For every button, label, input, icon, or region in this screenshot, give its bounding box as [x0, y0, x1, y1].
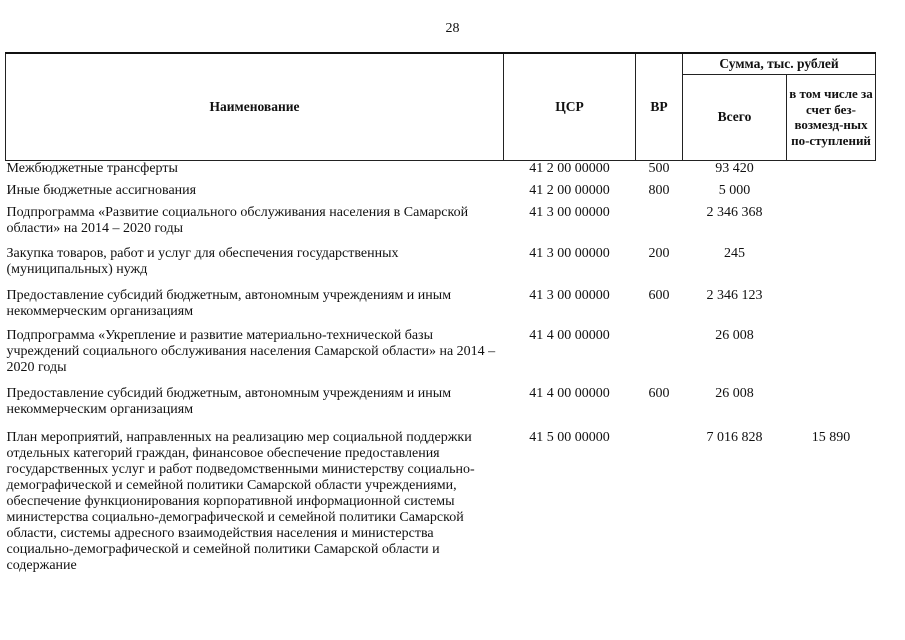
row-vr: 600 — [648, 288, 670, 303]
row-name: Подпрограмма «Укрепление и развитие материально-технической базы учреждений социального обслуживания населения Самарской области» на 2014 – 2020 годы — [6, 328, 496, 375]
row-name: Закупка товаров, работ и услуг для обеспечения государственных (муниципальных) нужд — [6, 246, 399, 277]
row-vr: 200 — [648, 246, 670, 261]
row-vr — [636, 430, 683, 574]
header-sum-group: Сумма, тыс. рублей — [683, 53, 876, 74]
row-total: 2 346 368 — [706, 205, 763, 220]
row-total: 7 016 828 — [706, 430, 763, 445]
row-vr — [636, 328, 683, 386]
page-number: 28 — [445, 21, 460, 36]
row-total: 5 000 — [718, 183, 751, 198]
row-csr: 41 3 00 00000 — [529, 205, 610, 220]
row-csr: 41 4 00 00000 — [529, 386, 610, 401]
header-vr: ВР — [636, 53, 683, 160]
table-row — [6, 386, 876, 430]
row-csr: 41 3 00 00000 — [529, 288, 610, 303]
row-gratuitous — [787, 288, 876, 328]
row-vr: 500 — [648, 160, 670, 176]
table-row — [6, 183, 876, 205]
row-csr: 41 3 00 00000 — [529, 246, 610, 261]
row-gratuitous — [787, 246, 876, 288]
table-row — [6, 205, 876, 246]
row-total: 26 008 — [715, 386, 754, 401]
header-name: Наименование — [6, 53, 504, 160]
header-gratuitous: в том числе за счет без-возмезд-ных по-ступлений — [787, 74, 876, 160]
row-name: Предоставление субсидий бюджетным, автономным учреждениям и иным некоммерческим организациям — [6, 288, 452, 319]
row-name: Межбюджетные трансферты — [6, 160, 178, 176]
row-name: Иные бюджетные ассигнования — [6, 183, 197, 198]
header-csr: ЦСР — [504, 53, 636, 160]
row-name: План мероприятий, направленных на реализацию мер социальной поддержки отдельных категорий граждан, финансовое обеспечение предоставления государственных услуг и работ подведомственными министерству социально-демографической и семейной политики Самарской области учреждениями, обеспечение функционирования корпоративной информационной системы министерства социально-демографической и семейной политики Самарской области, системы адресного взаимодействия населения и министерства социально-демографической и семейной политики Самарской области и содержание — [6, 430, 475, 573]
row-csr: 41 4 00 00000 — [529, 328, 610, 343]
row-gratuitous — [787, 183, 876, 205]
row-total: 2 346 123 — [706, 288, 763, 303]
table-row — [6, 288, 876, 328]
row-vr — [636, 205, 683, 246]
row-gratuitous: 15 890 — [811, 430, 851, 445]
row-csr: 41 2 00 00000 — [529, 160, 610, 176]
table-row — [6, 430, 876, 574]
row-csr: 41 2 00 00000 — [529, 183, 610, 198]
row-total: 245 — [724, 246, 745, 261]
budget-table — [5, 52, 876, 574]
table-row — [6, 246, 876, 288]
row-gratuitous — [787, 328, 876, 386]
table-row — [6, 328, 876, 386]
row-vr: 600 — [648, 386, 670, 401]
row-total: 26 008 — [715, 328, 754, 343]
row-name: Предоставление субсидий бюджетным, автономным учреждениям и иным некоммерческим организациям — [6, 386, 452, 417]
header-total: Всего — [683, 74, 787, 160]
table-row — [6, 160, 876, 183]
row-total: 93 420 — [715, 160, 754, 176]
table-body — [6, 160, 876, 574]
row-gratuitous — [787, 205, 876, 246]
row-gratuitous — [787, 160, 876, 183]
row-gratuitous — [787, 386, 876, 430]
row-name: Подпрограмма «Развитие социального обслуживания населения в Самарской области» на 2014 – 2020 годы — [6, 205, 469, 236]
row-vr: 800 — [648, 183, 670, 198]
row-csr: 41 5 00 00000 — [529, 430, 610, 445]
table-header — [6, 53, 876, 160]
